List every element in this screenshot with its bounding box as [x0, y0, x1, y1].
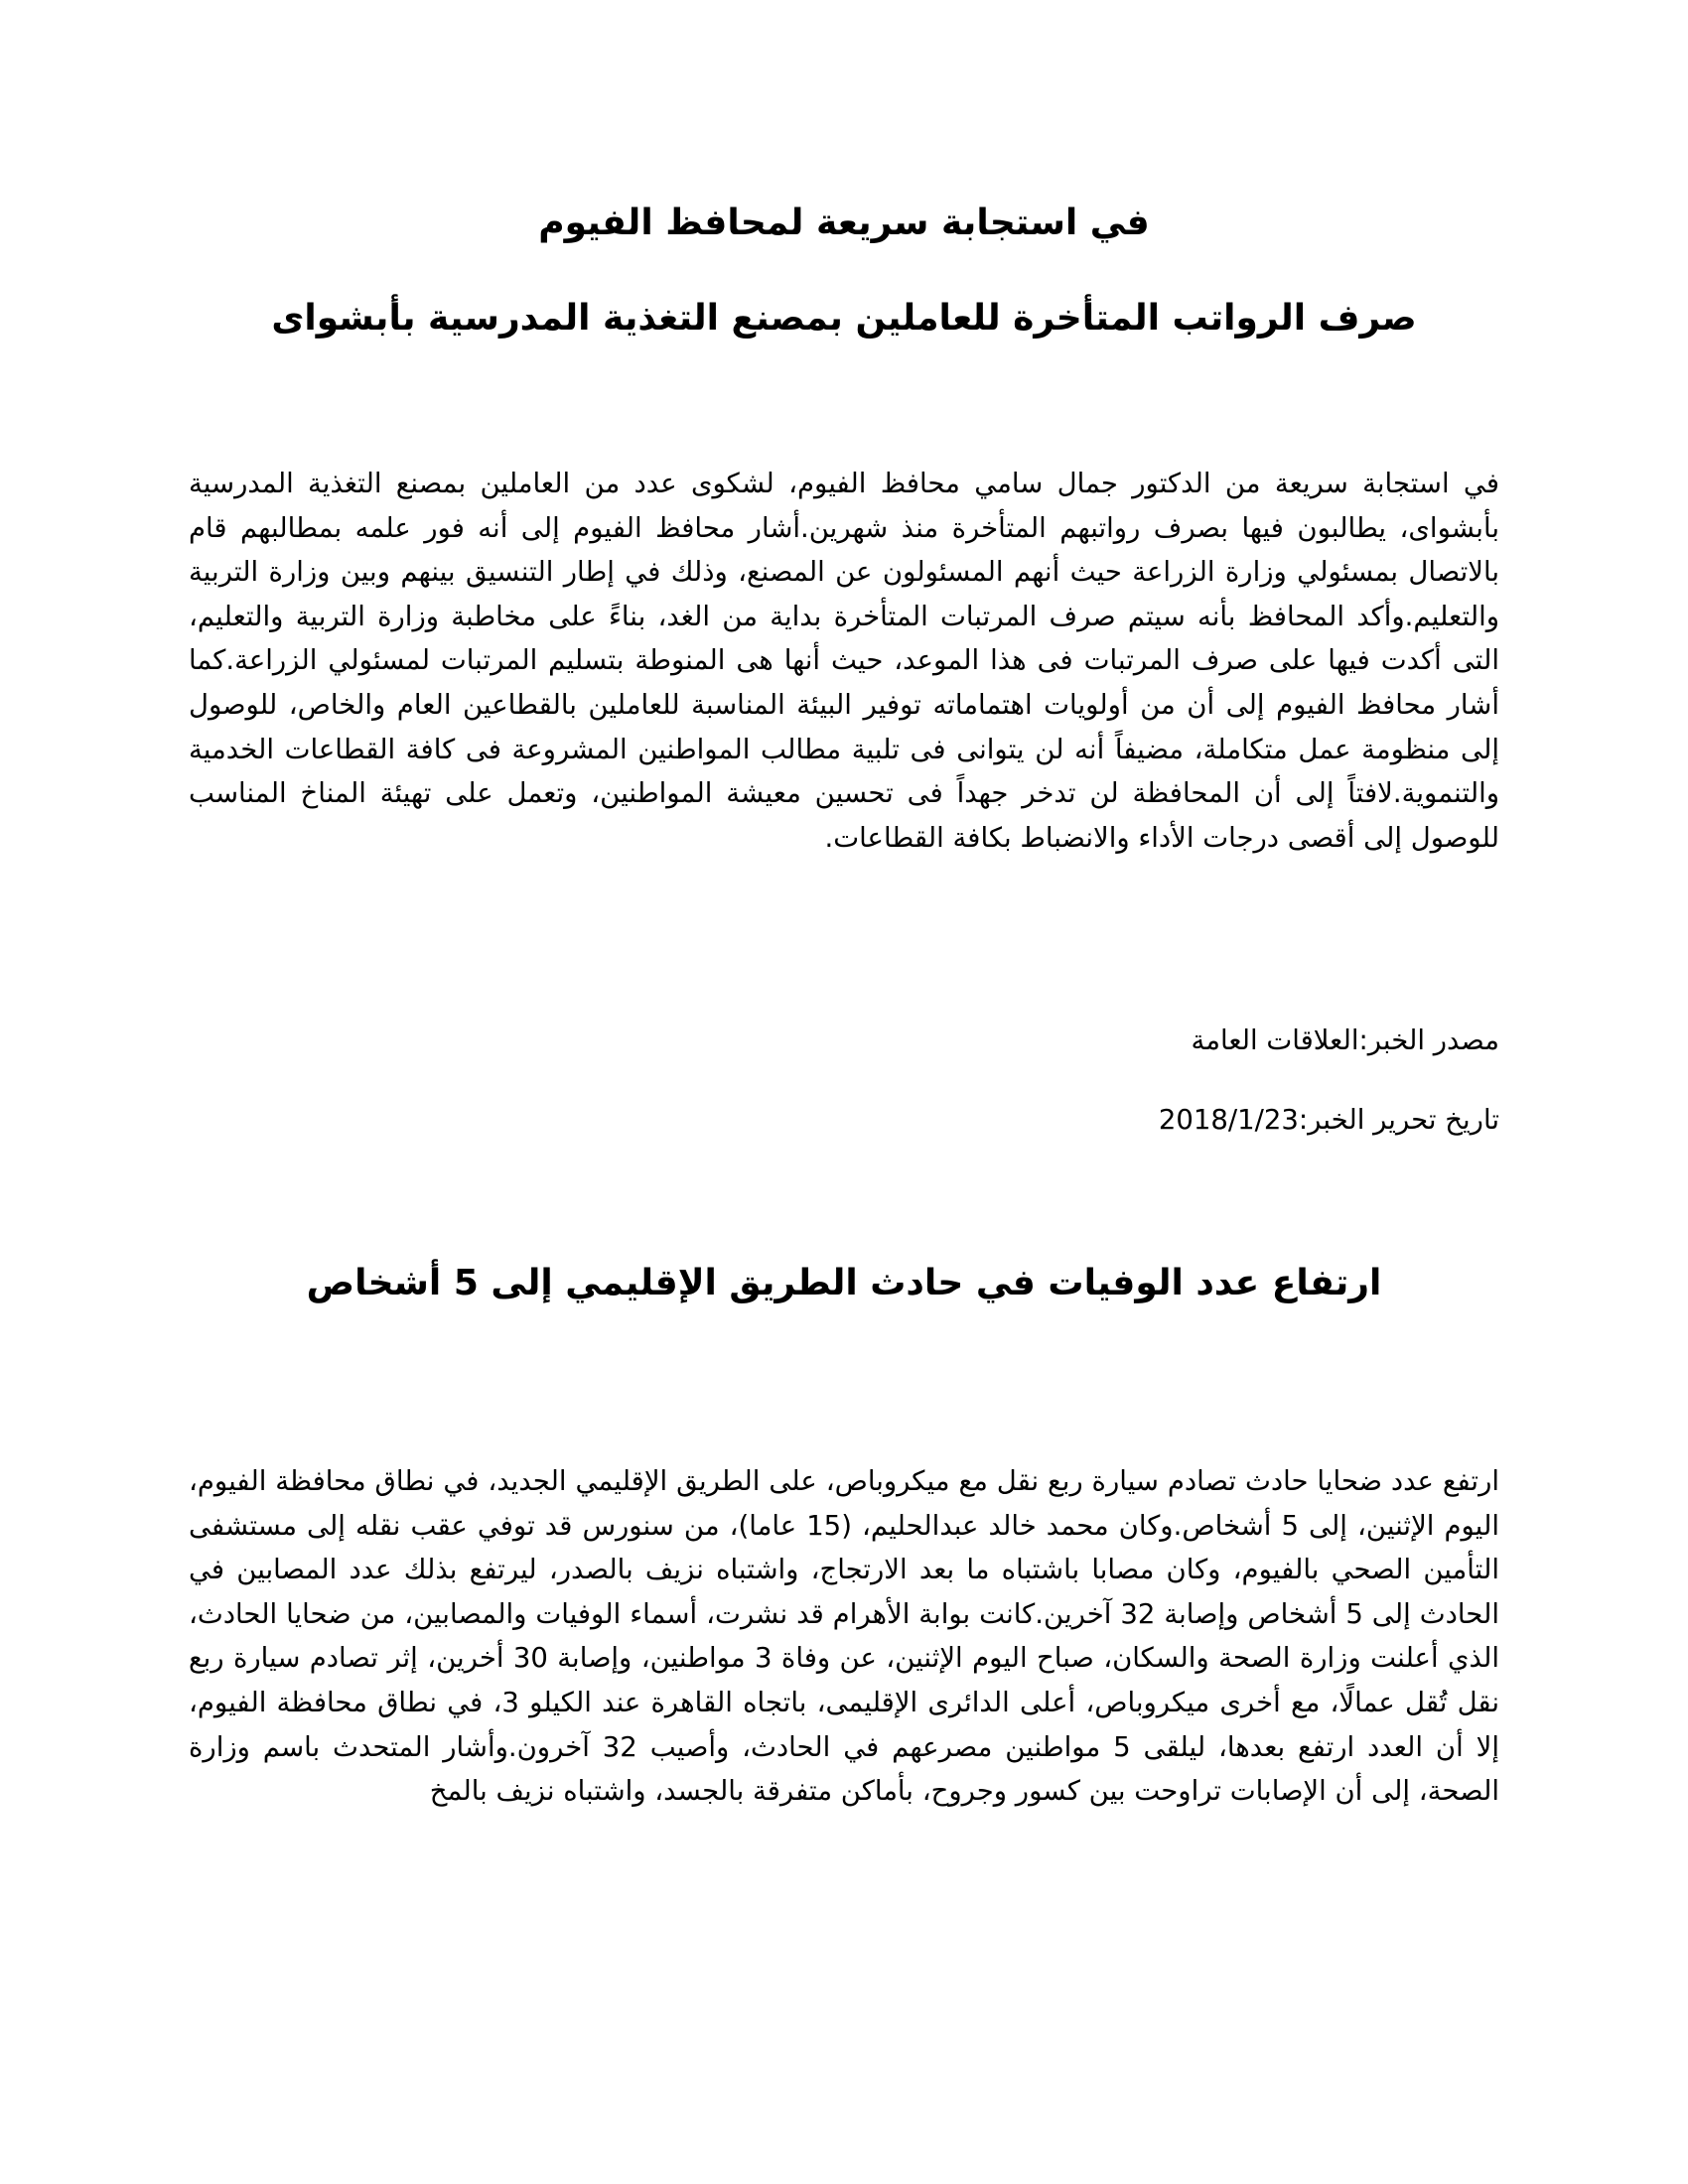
article1-body: في استجابة سريعة من الدكتور جمال سامي محافظ الفيوم، لشكوى عدد من العاملين بمصنع التغذية المدرسية بأبشواى، يطالبون فيها بصرف رواتبهم المتأخرة منذ شهرين.أشار محافظ الفيوم إلى أنه فور علمه بمطالبهم قام بالاتصال بمسئولي وزارة الزراعة حيث أنهم المسئولون عن المصنع، وذلك في إطار التنسيق بينهم وبين وزارة التربية والتعليم.وأكد المحافظ بأنه سيتم صرف المرتبات المتأخرة بداية من الغد، بناءً على مخاطبة وزارة التربية والتعليم، التى أكدت فيها على صرف المرتبات فى هذا الموعد، حيث أنها هى المنوطة بتسليم المرتبات لمسئولي الزراعة.كما أشار محافظ الفيوم إلى أن من أولويات اهتماماته توفير البيئة المناسبة للعاملين بالقطاعين العام والخاص، للوصول إلى منظومة عمل متكاملة، مضيفاً أنه لن يتوانى فى تلبية مطالب المواطنين المشروعة فى كافة القطاعات الخدمية والتنموية.لافتاً إلى أن المحافظة لن تدخر جهداً فى تحسين معيشة المواطنين، وتعمل على تهيئة المناخ المناسب للوصول إلى أقصى درجات الأداء والانضباط بكافة القطاعات.: [189, 468, 1499, 854]
article1-title-line1: في استجابة سريعة لمحافظ الفيوم: [538, 203, 1150, 243]
article1-source: مصدر الخبر:العلاقات العامة: [1191, 1024, 1499, 1056]
article2-title: ارتفاع عدد الوفيات في حادث الطريق الإقليمي إلى 5 أشخاص: [306, 1263, 1382, 1303]
article1-date: تاريخ تحرير الخبر:2018/1/23: [1158, 1104, 1499, 1136]
article2-body: ارتفع عدد ضحايا حادث تصادم سيارة ربع نقل مع ميكروباص، على الطريق الإقليمي الجديد، في نطاق محافظة الفيوم، اليوم الإثنين، إلى 5 أشخاص.وكان محمد خالد عبدالحليم، (15 عاما)، من سنورس قد توفي عقب نقله إلى مستشفى التأمين الصحي بالفيوم، وكان مصابا باشتباه ما بعد الارتجاج، واشتباه نزيف بالصدر، ليرتفع بذلك عدد المصابين في الحادث إلى 5 أشخاص وإصابة 32 آخرين.كانت بوابة الأهرام قد نشرت، أسماء الوفيات والمصابين، من ضحايا الحادث، الذي أعلنت وزارة الصحة والسكان، صباح اليوم الإثنين، عن وفاة 3 مواطنين، وإصابة 30 أخرين، إثر تصادم سيارة ربع نقل تُقل عمالًا، مع أخرى ميكروباص، أعلى الدائرى الإقليمى، باتجاه القاهرة عند الكيلو 3، في نطاق محافظة الفيوم، إلا أن العدد ارتفع بعدها، ليلقى 5 مواطنين مصرعهم في الحادث، وأصيب 32 آخرون.وأشار المتحدث باسم وزارة الصحة، إلى أن الإصابات تراوحت بين كسور وجروح، بأماكن متفرقة بالجسد، واشتباه نزيف بالمخ: [189, 1465, 1500, 1808]
article1-title-line2: صرف الرواتب المتأخرة للعاملين بمصنع التغذية المدرسية بأبشواى: [271, 298, 1417, 339]
